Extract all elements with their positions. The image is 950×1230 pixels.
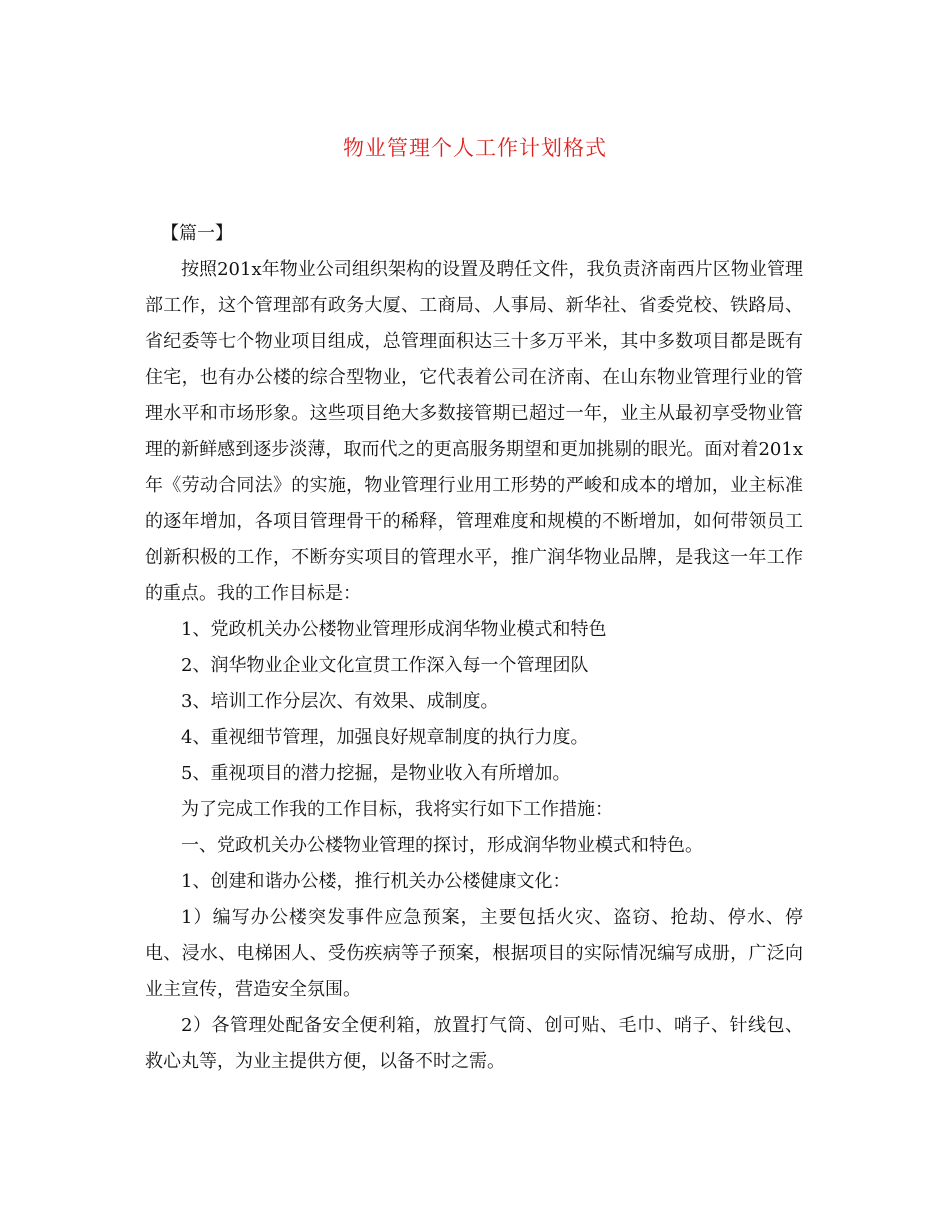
goal-item-5: 5、重视项目的潜力挖掘，是物业收入有所增加。 — [181, 763, 571, 784]
document-body — [145, 216, 803, 1080]
measure-detail-2: 2）各管理处配备安全便利箱，放置打气筒、创可贴、毛巾、哨子、针线包、救心丸等，为业主提供方便，以备不时之需。 — [145, 1015, 803, 1072]
measure-heading-1: 一、党政机关办公楼物业管理的探讨，形成润华物业模式和特色。 — [181, 835, 703, 856]
measure-detail-1: 1）编写办公楼突发事件应急预案，主要包括火灾、盗窃、抢劫、停水、停电、浸水、电梯困人、受伤疾病等子预案，根据项目的实际情况编写成册，广泛向业主宣传，营造安全氛围。 — [145, 907, 803, 1000]
document-title: 物业管理个人工作计划格式 — [343, 136, 607, 160]
goal-item-4: 4、重视细节管理，加强良好规章制度的执行力度。 — [181, 727, 589, 748]
goal-item-1: 1、党政机关办公楼物业管理形成润华物业模式和特色 — [181, 619, 607, 640]
goal-item-2: 2、润华物业企业文化宣贯工作深入每一个管理团队 — [181, 655, 589, 676]
section-heading: 【篇一】 — [161, 223, 233, 244]
paragraph-intro: 按照201x年物业公司组织架构的设置及聘任文件，我负责济南西片区物业管理部工作，这个管理部有政务大厦、工商局、人事局、新华社、省委党校、铁路局、省纪委等七个物业项目组成，总管理面积达三十多万平米，其中多数项目都是既有住宅，也有办公楼的综合型物业，它代表着公司在济南、在山东物业管理行业的管理水平和市场形象。这些项目绝大多数接管期已超过一年，业主从最初享受物业管理的新鲜感到逐步淡薄，取而代之的更高服务期望和更加挑剔的眼光。面对着201x年《劳动合同法》的实施，物业管理行业用工形势的严峻和成本的增加，业主标准的逐年增加，各项目管理骨干的稀释，管理难度和规模的不断增加，如何带领员工创新积极的工作，不断夯实项目的管理水平，推广润华物业品牌，是我这一年工作的重点。我的工作目标是： — [145, 259, 803, 604]
goal-item-3: 3、培训工作分层次、有效果、成制度。 — [181, 691, 499, 712]
measure-subheading-1: 1、创建和谐办公楼，推行机关办公楼健康文化： — [181, 871, 571, 892]
measures-intro: 为了完成工作我的工作目标，我将实行如下工作措施： — [181, 799, 613, 820]
